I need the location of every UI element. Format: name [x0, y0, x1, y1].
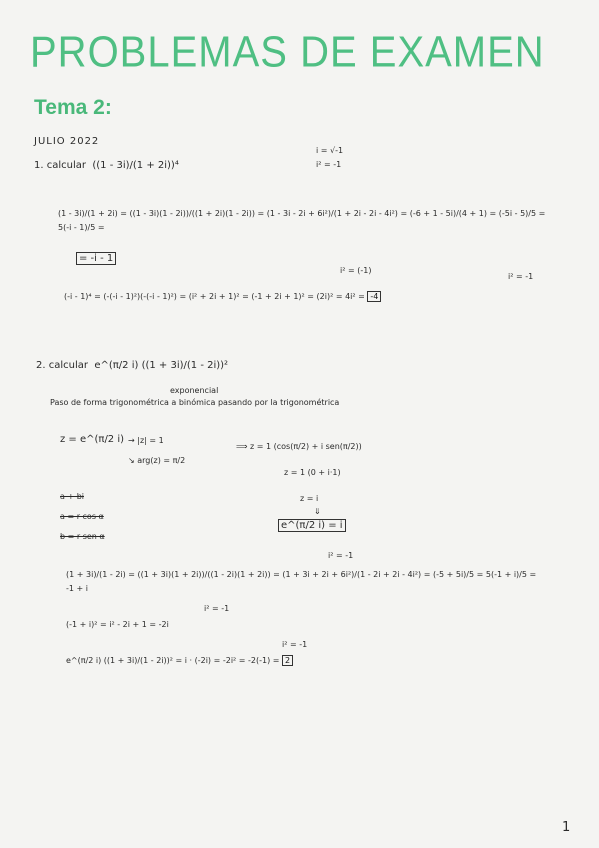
problem-1-expression: ((1 - 3i)/(1 + 2i))⁴ [92, 160, 179, 171]
z-argument: ↘ arg(z) = π/2 [128, 456, 186, 465]
method-description: Paso de forma trigonométrica a binómica pasando por la trigonométrica [50, 398, 340, 407]
problem-1-step-2 [64, 292, 381, 301]
exam-date: JULIO 2022 [34, 136, 100, 147]
note-i-squared-4: i² = -1 [282, 640, 308, 649]
problem-1-answer: -4 [367, 291, 381, 302]
note-i-squared-b: i² = (-1) [340, 266, 372, 275]
problem-1-result-1-box: = -i - 1 [76, 252, 116, 265]
problem-2-step-1: (1 + 3i)/(1 - 2i) = ((1 + 3i)(1 + 2i))/((1 - 2i)(1 + 2i)) = (1 + 3i + 2i + 6i²)/(1 - 2i + 2i - 4i²) = (-5 + 5i)/5 = 5(-1 + i)/5 = -1 + i [66, 570, 537, 593]
problem-1-step-1: (1 - 3i)/(1 + 2i) = ((1 - 3i)(1 - 2i))/((1 + 2i)(1 - 2i)) = (1 - 3i - 2i + 6i²)/(1 + 2i - 2i - 4i²) = (-6 + 1 - 5i)/(4 + 1) = (-5i - 5)/5 = 5(-i - 1)/5 = [58, 209, 546, 232]
z-boxed-result [278, 520, 346, 531]
problem-2-expression: e^(π/2 i) ((1 + 3i)/(1 - 2i))² [94, 360, 229, 371]
note-i-squared: i² = -1 [316, 160, 342, 169]
crossed-binomial: a + bi [60, 492, 84, 501]
section-title: Tema 2: [34, 96, 112, 119]
z-trigonometric-2: z = 1 (0 + i·1) [284, 468, 341, 477]
problem-1-label [34, 160, 179, 171]
crossed-imaginary-part: b = r sen α [60, 532, 105, 541]
note-i-squared-2: i² = -1 [328, 551, 354, 560]
problem-1-result-1 [76, 253, 116, 264]
method-correction: exponencial [170, 386, 219, 395]
problem-2-step-2: (-1 + i)² = i² - 2i + 1 = -2i [66, 620, 169, 629]
note-i-squared-3: i² = -1 [204, 604, 230, 613]
problem-1-step-2-text: (-i - 1)⁴ = (-(-i - 1)²)(-(-i - 1)²) = (i² + 2i + 1)² = (-1 + 2i + 1)² = (2i)² = 4i² = [64, 292, 365, 301]
z-modulus: → |z| = 1 [128, 436, 164, 445]
problem-2-label [36, 360, 228, 371]
z-trigonometric: ⟹ z = 1 (cos(π/2) + i sen(π/2)) [236, 442, 362, 451]
z-definition: z = e^(π/2 i) [60, 434, 125, 445]
down-arrow: ⇓ [314, 507, 321, 516]
problem-2-label-text: 2. calcular [36, 360, 88, 371]
page-number: 1 [562, 820, 571, 835]
z-boxed-result-box: e^(π/2 i) = i [278, 519, 346, 532]
problem-1-label-text: 1. calcular [34, 160, 86, 171]
problem-2-step-3 [66, 656, 293, 665]
note-i-definition: i = √-1 [316, 146, 344, 155]
problem-2-step-3-text: e^(π/2 i) ((1 + 3i)/(1 - 2i))² = i · (-2i) = -2i² = -2(-1) = [66, 656, 280, 665]
page-title: PROBLEMAS DE EXAMEN [30, 28, 545, 77]
z-result: z = i [300, 494, 319, 503]
note-i-squared-c: i² = -1 [508, 272, 534, 281]
problem-2-answer: 2 [282, 655, 293, 666]
crossed-real-part: a = r cos α [60, 512, 104, 521]
